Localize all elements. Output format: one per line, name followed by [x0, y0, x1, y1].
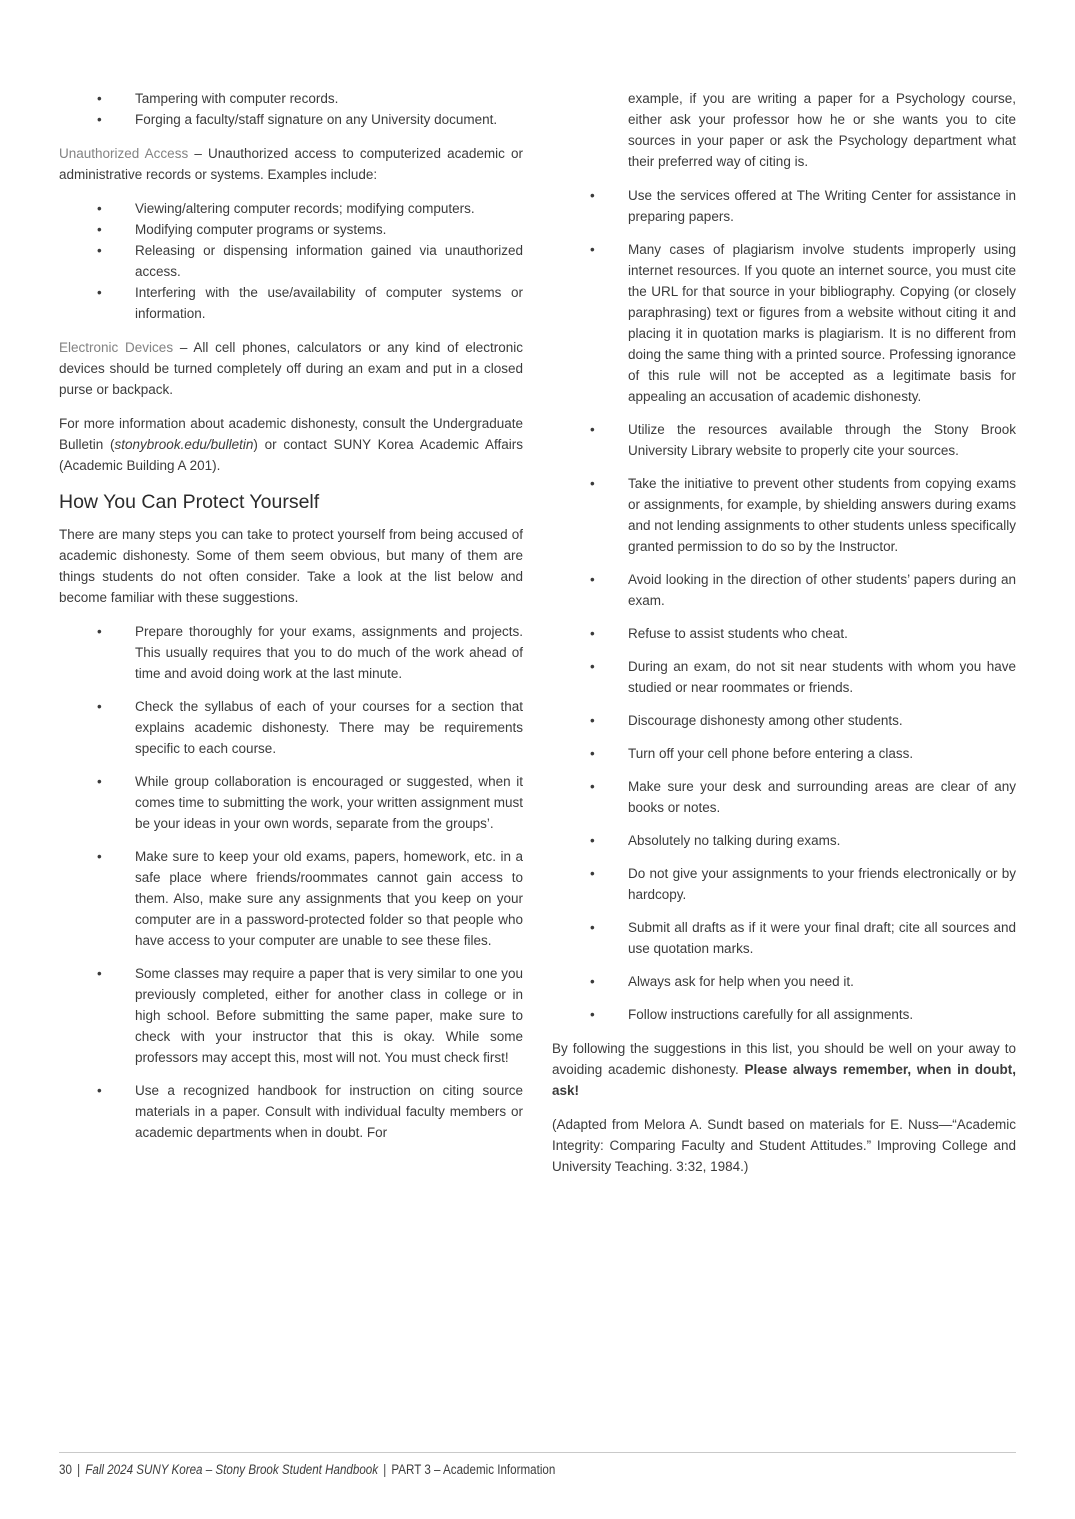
bullet-icon: • — [97, 222, 102, 237]
list-item — [552, 239, 1016, 407]
list-item-text: Make sure your desk and surrounding areas are clear of any books or notes. — [628, 779, 1016, 815]
bullet-icon: • — [590, 659, 595, 674]
bullet-icon: • — [590, 866, 595, 881]
bullet-icon: • — [97, 285, 102, 300]
list-item-text: Refuse to assist students who cheat. — [628, 626, 848, 641]
list-item — [552, 473, 1016, 557]
list-item — [59, 109, 523, 130]
list-item-text: Absolutely no talking during exams. — [628, 833, 841, 848]
list-item-text: Use the services offered at The Writing Center for assistance in preparing papers. — [628, 188, 1016, 224]
list-item — [552, 776, 1016, 818]
list-item-text: Utilize the resources available through the Stony Brook University Library website to properly cite your sources. — [628, 422, 1016, 458]
closing-paragraph — [552, 1038, 1016, 1101]
list-item-text: Forging a faculty/staff signature on any University document. — [135, 112, 498, 127]
bullet-icon: • — [590, 572, 595, 587]
bullet-icon: • — [590, 746, 595, 761]
list-item — [59, 88, 523, 109]
page-number: 30 — [59, 1462, 72, 1477]
footer-text — [59, 1461, 882, 1478]
bullet-icon: • — [590, 779, 595, 794]
list-item-text: Take the initiative to prevent other students from copying exams or assignments, for example, by shielding answers during exams and not lending assignments to other students unless specifically granted permission to do so by the Instructor. — [628, 476, 1016, 554]
list-item — [552, 419, 1016, 461]
list-item — [552, 656, 1016, 698]
list-item — [552, 917, 1016, 959]
list-item-text: Some classes may require a paper that is very similar to one you previously completed, either for another class in college or in high school. Before submitting the same paper, make sure to check with your instructor that this is okay. While some professors may accept this, most will not. You must check first! — [135, 966, 523, 1065]
suggestions-bullet-list-left — [59, 621, 523, 1143]
list-item-text: Make sure to keep your old exams, papers, homework, etc. in a safe place where friends/roommates cannot gain access to them. Also, make sure any assignments that you keep on your computer are in a password-protected folder so that people who have access to your computer are unable to see these files. — [135, 849, 523, 948]
list-item-text: Releasing or dispensing information gained via unauthorized access. — [135, 243, 523, 279]
left-column — [59, 88, 523, 1190]
list-item — [59, 240, 523, 282]
list-item-text: Follow instructions carefully for all assignments. — [628, 1007, 914, 1022]
electronic-devices-definition — [59, 337, 523, 400]
bullet-icon: • — [590, 833, 595, 848]
list-item-text: Do not give your assignments to your friends electronically or by hardcopy. — [628, 866, 1016, 902]
definition-text: – All cell phones, calculators or any kind of electronic devices should be turned completely off during an exam and put in a closed purse or backpack. — [59, 340, 523, 397]
more-info-text-after: ) or contact SUNY Korea Academic Affairs (Academic Building A 201). — [59, 437, 523, 473]
list-item-text: Prepare thoroughly for your exams, assignments and projects. This usually requires that you to do much of the work ahead of time and avoid doing work at the last minute. — [135, 624, 523, 681]
footer-separator: | — [383, 1462, 387, 1477]
list-item — [552, 743, 1016, 764]
bullet-icon: • — [590, 476, 595, 491]
closing-text: By following the suggestions in this list, you should be well on your away to avoiding academic dishonesty. — [552, 1041, 1016, 1077]
bullet-icon: • — [97, 1083, 102, 1098]
page-body — [59, 88, 1017, 1190]
bullet-icon: • — [590, 713, 595, 728]
list-item — [552, 1004, 1016, 1025]
footer-separator: | — [77, 1462, 81, 1477]
list-item-text: Always ask for help when you need it. — [628, 974, 854, 989]
list-item-text: Check the syllabus of each of your courses for a section that explains academic dishonesty. There may be requirements specific to each course. — [135, 699, 523, 756]
list-item — [552, 971, 1016, 992]
list-item — [552, 710, 1016, 731]
bullet-icon: • — [97, 966, 102, 981]
footer-section: PART 3 – Academic Information — [391, 1462, 556, 1477]
suggestions-bullet-list-right — [552, 185, 1016, 1025]
bullet-icon: • — [590, 188, 595, 203]
citation-paragraph: (Adapted from Melora A. Sundt based on materials for E. Nuss—“Academic Integrity: Comparing Faculty and Student Attitudes.” Improving College and University Teaching. 3:32, 1984.) — [552, 1117, 1016, 1174]
list-item — [59, 846, 523, 951]
intro-bullet-list — [59, 88, 523, 130]
bullet-icon: • — [97, 624, 102, 639]
list-item — [552, 863, 1016, 905]
bullet-icon: • — [97, 699, 102, 714]
section-heading: How You Can Protect Yourself — [59, 491, 320, 513]
list-item — [59, 963, 523, 1068]
bullet-icon: • — [590, 422, 595, 437]
list-item — [59, 198, 523, 219]
right-column — [552, 88, 1016, 1190]
list-item — [59, 621, 523, 684]
page-footer — [59, 1452, 1016, 1478]
list-item-text: During an exam, do not sit near students with whom you have studied or near roommates or friends. — [628, 659, 1016, 695]
unauthorized-access-definition — [59, 143, 523, 185]
list-item-text: While group collaboration is encouraged or suggested, when it comes time to submitting the work, your written assignment must be your ideas in your own words, separate from the groups’. — [135, 774, 523, 831]
list-item — [59, 282, 523, 324]
bullet-icon: • — [590, 1007, 595, 1022]
list-item-text: Tampering with computer records. — [135, 91, 339, 106]
bullet-icon: • — [590, 626, 595, 641]
more-info-paragraph — [59, 413, 523, 476]
list-item — [552, 569, 1016, 611]
bullet-icon: • — [97, 774, 102, 789]
unauthorized-access-bullet-list — [59, 198, 523, 324]
term-label: Unauthorized Access — [59, 146, 189, 161]
bulletin-url: stonybrook.edu/bulletin — [114, 437, 254, 452]
bullet-icon: • — [97, 91, 102, 106]
list-item-text: Discourage dishonesty among other students. — [628, 713, 903, 728]
list-item-text: Avoid looking in the direction of other students’ papers during an exam. — [628, 572, 1016, 608]
list-item — [59, 1080, 523, 1143]
term-label: Electronic Devices — [59, 340, 174, 355]
list-item — [552, 185, 1016, 227]
footer-divider-line — [59, 1452, 1016, 1453]
bullet-icon: • — [590, 920, 595, 935]
handbook-title: Fall 2024 SUNY Korea – Stony Brook Student Handbook — [85, 1462, 379, 1477]
more-info-text: For more information about academic dishonesty, consult the Undergraduate Bulletin ( — [59, 416, 523, 452]
bullet-icon: • — [590, 242, 595, 257]
bullet-icon: • — [97, 112, 102, 127]
list-item-text: Viewing/altering computer records; modifying computers. — [135, 201, 475, 216]
continuation-paragraph: example, if you are writing a paper for a Psychology course, either ask your professor how he or she wants you to cite sources in your paper or ask the Psychology department what their preferred way of citing is. — [628, 91, 1016, 169]
bullet-icon: • — [97, 849, 102, 864]
bullet-icon: • — [97, 243, 102, 258]
list-item-text: Many cases of plagiarism involve students improperly using internet resources. If you quote an internet source, you must cite the URL for that source in your bibliography. Copying (or closely paraphrasing) text or figures from a website without citing it and placing it in quotation marks is plagiarism. It is no different from doing the same thing with a printed source. Professing ignorance of this rule will not be accepted as a legitimate basis for appealing an accusation of academic dishonesty. — [628, 242, 1016, 404]
intro-paragraph: There are many steps you can take to protect yourself from being accused of academic dishonesty. Some of them seem obvious, but many of them are things students do not often consider. Take a look at the list below and become familiar with these suggestions. — [59, 527, 523, 605]
list-item-text: Interfering with the use/availability of computer systems or information. — [135, 285, 523, 321]
list-item — [59, 696, 523, 759]
list-item-text: Modifying computer programs or systems. — [135, 222, 387, 237]
list-item-text: Turn off your cell phone before entering a class. — [628, 746, 914, 761]
bullet-icon: • — [97, 201, 102, 216]
closing-emphasis: Please always remember, when in doubt, ask! — [552, 1062, 1016, 1098]
bullet-icon: • — [590, 974, 595, 989]
list-item — [552, 830, 1016, 851]
list-item — [59, 771, 523, 834]
list-item-text: Submit all drafts as if it were your final draft; cite all sources and use quotation marks. — [628, 920, 1016, 956]
list-item — [552, 623, 1016, 644]
list-item-text: Use a recognized handbook for instruction on citing source materials in a paper. Consult with individual faculty members or academic departments when in doubt. For — [135, 1083, 523, 1140]
definition-text: – Unauthorized access to computerized academic or administrative records or systems. Examples include: — [59, 146, 523, 182]
list-item — [59, 219, 523, 240]
